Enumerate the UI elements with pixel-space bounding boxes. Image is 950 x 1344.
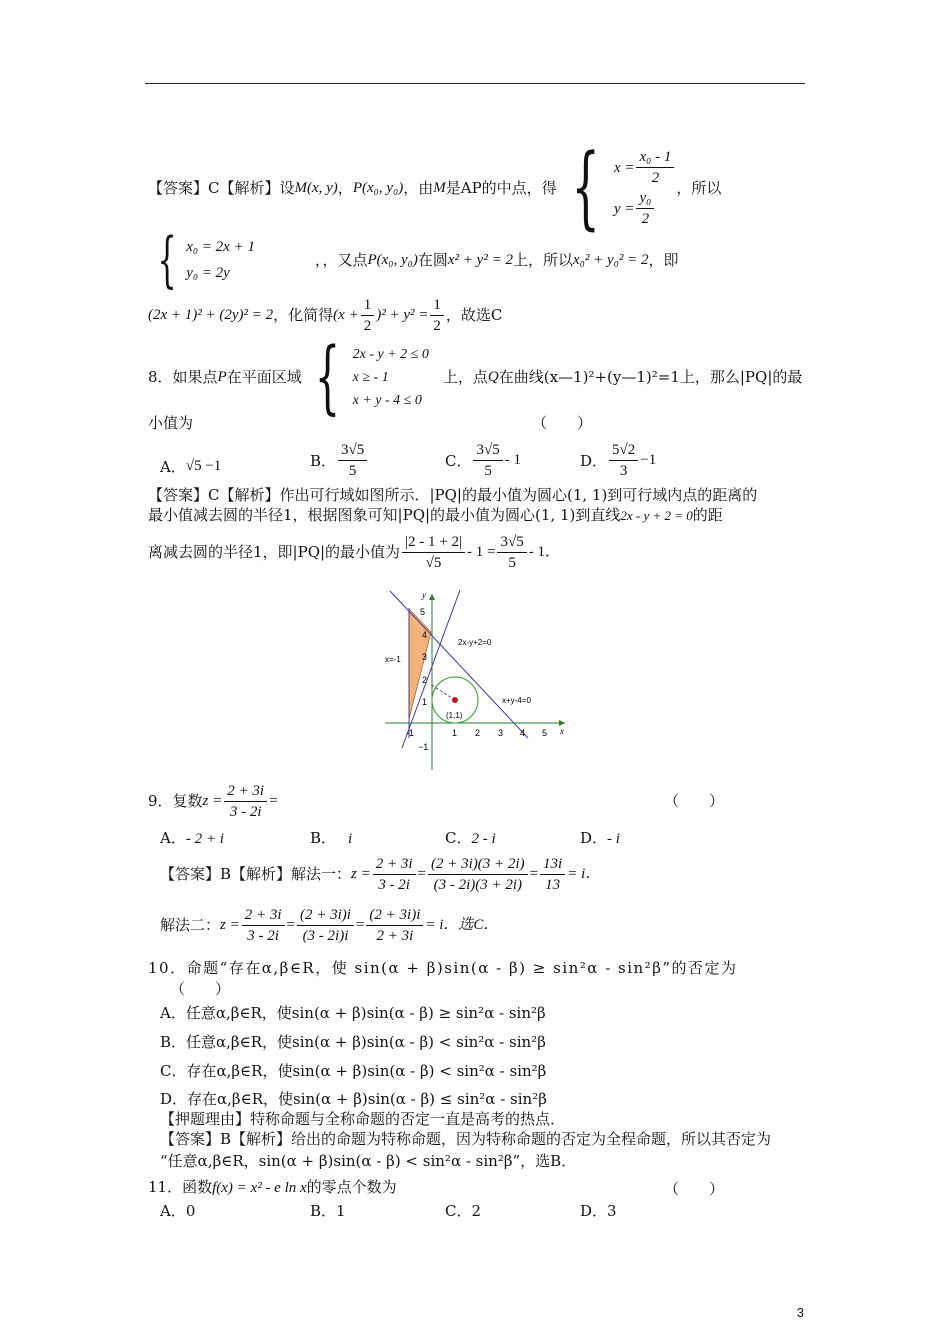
q7-system-2: { x₀ = 2x + 1 y₀ = 2y — [157, 225, 255, 295]
q9-opt-d-label: D． — [580, 829, 608, 847]
q10-blank: （ ） — [170, 980, 231, 998]
q7-sys2-row2: y₀ = 2y — [186, 265, 230, 281]
q9-opt-a-value: - 2 + i — [185, 831, 224, 847]
q7-line2-mid: 在圆 — [417, 251, 448, 269]
q11-stem — [148, 1176, 397, 1199]
q9-stem-end: = — [269, 793, 278, 809]
q9-ans1-f3d: 13 — [545, 876, 561, 893]
q11-option-b: B．1 — [310, 1202, 346, 1220]
q7-line2-text: ，，又点 — [314, 251, 368, 269]
q8-ans-line2a: 最小值减去圆的半径1，根据图象可知|PQ|的最小值为圆心(1, 1)到直线 — [148, 506, 621, 524]
q9-z-eq: z = — [202, 793, 223, 809]
q10-option-d: D．存在α,β∈R，使sin(α + β)sin(α - β) ≤ sin²α - sin²β — [160, 1090, 547, 1108]
q7-line3-frac-den: 2 — [363, 317, 372, 334]
q7-circle-eq2: x₀² + y₀² = 2 — [572, 252, 649, 268]
q9-stem — [148, 778, 278, 824]
q8-opt-c-tail: - 1 — [504, 451, 521, 468]
q7-sys1-row1-den: 2 — [651, 170, 660, 186]
q7-answer-prefix: 【答案】C【解析】设 — [148, 179, 295, 197]
q11-stem-b: 的零点个数为 — [306, 1178, 397, 1196]
x-axis-label: x — [560, 726, 564, 736]
q8-ans-frac-num: |2 - 1 + 2| — [402, 532, 465, 553]
q8-ans-frac2-num: 3√5 — [497, 532, 526, 553]
center-label: (1,1) — [446, 711, 463, 720]
q8-ans-frac-den: √5 — [425, 554, 442, 571]
q9-answer-2: 解法二： z = $\frac{2 + 3i}{3 - 2i}$ = $\frac{(2 + 3i)i}{(3 - 2i)i}$ = $\frac{(2 + 3i)i}{2 + 3i}$ = i．选C． — [160, 906, 499, 944]
q9-ans2-f2d: (3 - 2i)i — [302, 927, 349, 944]
y-axis-label: y — [422, 590, 426, 600]
q8-region-system: { 2x - y + 2 ≤ 0 x ≥ - 1 x + y - 4 ≤ 0 — [314, 330, 429, 423]
q10-option-a: A．任意α,β∈R，使sin(α + β)sin(α - β) ≥ sin²α - sin²β — [160, 1004, 546, 1022]
q9-option-a — [160, 827, 224, 848]
q9-opt-b-value: i — [348, 831, 353, 847]
q7-sys1-row2-num: y₀ — [636, 188, 654, 209]
q8-opt-c-num: 3√5 — [473, 440, 502, 461]
q7-line2-end: ，即 — [648, 251, 679, 269]
q8-ans-line3-mid: - 1 = — [467, 544, 496, 560]
q7-line3-frac-num: 1 — [361, 295, 375, 316]
q9-option-d — [580, 827, 620, 848]
q9-blank: （ ） — [664, 792, 725, 810]
q7-line3-eq-a: (x + — [333, 307, 359, 323]
q9-ans1-f3n: 13i — [540, 854, 565, 875]
q9-ans2-end: = i．选C． — [425, 917, 499, 933]
q9-ans2-f1d: 3 - 2i — [247, 927, 279, 944]
q8-blank: （ ） — [532, 414, 593, 432]
line3-label: x=-1 — [385, 655, 401, 664]
q8-opt-d-num: 5√2 — [609, 440, 638, 461]
q9-frac-num: 2 + 3i — [224, 781, 267, 802]
q8-sys-row2: x ≥ - 1 — [352, 369, 389, 385]
q9-ans2-prefix: 解法二： — [160, 916, 221, 934]
q7-text-end: ，所以 — [676, 179, 722, 197]
q9-option-b — [310, 827, 352, 848]
q8-opt-b-label: B． — [310, 451, 337, 470]
q9-opt-c-value: 2 - i — [471, 831, 496, 847]
q8-ans-line2-eq: 2x - y + 2 = 0 — [620, 508, 693, 523]
q8-answer-line1: 【答案】C【解析】作出可行域如图所示．|PQ|的最小值为圆心(1, 1)到可行域内点的距离的 — [148, 486, 758, 504]
q10-option-c: C．存在α,β∈R，使sin(α + β)sin(α - β) < sin²α - sin²β — [160, 1062, 547, 1080]
q7-system-1: { x = $\frac{\text{x₀ - 1}}{2}$ y = $\frac{\text{y₀}}{2}$ — [557, 143, 677, 233]
q8-option-a — [160, 446, 221, 486]
y-tick-4: 4 — [422, 630, 428, 640]
line1-label: 2x-y+2=0 — [458, 638, 492, 647]
q9-opt-c-label: C． — [445, 829, 472, 847]
line2-label: x+y-4=0 — [502, 696, 531, 705]
q11-blank: （ ） — [664, 1180, 725, 1198]
q10-answer-line1: 【答案】B【解析】给出的命题为特称命题，因为特称命题的否定为全程命题，所以其否定为 — [160, 1130, 772, 1148]
y-axis-arrow — [429, 594, 435, 600]
q9-stem-a: 9．复数 — [148, 792, 203, 810]
q11-stem-a: 11．函数 — [148, 1178, 213, 1196]
q8-stem-a: 8．如果点 — [148, 368, 218, 386]
q9-ans2-f3d: 2 + 3i — [376, 927, 414, 944]
q7-line3-mid: ，化简得 — [273, 306, 334, 324]
q7-sys1-row1-lhs: x = — [613, 159, 635, 176]
q7-line3-lhs: (2x + 1)² + (2y)² = 2 — [148, 307, 274, 323]
q7-sys1-row2-lhs: y = — [613, 200, 635, 217]
q9-ans1-f1d: 3 - 2i — [378, 876, 410, 893]
q8-ans-line3-end: - 1． — [528, 544, 560, 560]
q8-opt-c-den: 5 — [484, 462, 492, 479]
x-tick-1: 1 — [452, 728, 458, 738]
x-tick-3: 3 — [498, 728, 504, 738]
q8-sys-row1: 2x - y + 2 ≤ 0 — [352, 346, 429, 362]
q9-ans1-z: z = — [351, 866, 371, 882]
q9-ans2-f1n: 2 + 3i — [242, 905, 285, 926]
q11-option-a: A．0 — [160, 1202, 196, 1220]
y-tick-5: 5 — [420, 607, 426, 617]
q8-opt-a-value: √5 −1 — [185, 457, 222, 474]
q9-ans1-f2d: (3 - 2i)(3 + 2i) — [433, 876, 523, 893]
q9-opt-d-value: - i — [607, 831, 620, 847]
q7-line3-frac2-den: 2 — [433, 317, 441, 334]
q7-point-p: P(x₀, y₀) — [352, 180, 404, 196]
q7-sys2-row1: x₀ = 2x + 1 — [186, 239, 255, 255]
q8-opt-b-num: 3√5 — [338, 440, 367, 461]
q7-text-mid2: 是AP的中点，得 — [445, 179, 557, 197]
x-tick-4: 4 — [520, 728, 526, 738]
q7-line2-p: P(x₀, y₀) — [367, 252, 418, 268]
q9-ans2-z: z = — [220, 917, 240, 933]
q7-sys1-row2-den: 2 — [641, 211, 650, 227]
header-rule — [145, 83, 805, 84]
q11-func: f(x) = x² - e ln x — [212, 1180, 307, 1196]
q8-opt-b-den: 5 — [348, 462, 357, 479]
q7-line3-eq-b: )² + y² = — [376, 307, 429, 323]
q7-line3-end: ，故选C — [445, 306, 503, 324]
q10-stem: 10．命题“存在α,β∈R，使 sin(α + β)sin(α - β) ≥ sin²α - sin²β”的否定为 — [148, 959, 738, 977]
q9-ans1-f1n: 2 + 3i — [373, 854, 416, 875]
q7-answer-line1: 【答案】C【解析】设 M(x, y) ， P(x₀, y₀) ，由 M 是AP的中点，得 { x = $\frac{\text{x₀ - 1}}{2}$ y = $\frac{\text{y₀}}{2}$ ，所以 — [148, 135, 722, 240]
q7-text-mid: ，由 — [403, 179, 434, 197]
q10-answer-line2: “任意α,β∈R，sin(α + β)sin(α - β) < sin²α - sin²β”，选B． — [160, 1152, 577, 1170]
q9-frac-den: 3 - 2i — [229, 803, 262, 820]
q9-option-c — [445, 827, 496, 848]
q8-opt-a-label: A． — [160, 457, 186, 476]
y-tick-neg1: −1 — [418, 742, 429, 752]
q9-ans2-f3n: (2 + 3i)i — [366, 905, 423, 926]
feasible-region-figure — [380, 588, 575, 773]
x-tick-neg1: -1 — [406, 728, 415, 738]
y-tick-2: 2 — [422, 675, 428, 685]
x-tick-2: 2 — [475, 728, 481, 738]
q8-option-d — [580, 434, 656, 486]
q9-opt-a-label: A． — [160, 829, 186, 847]
q7-m-word: M — [433, 180, 446, 196]
q7-answer-line2 — [148, 225, 679, 295]
q9-ans1-prefix: 【答案】B【解析】解法一： — [160, 865, 352, 883]
y-tick-3: 3 — [422, 652, 428, 662]
q8-opt-d-den: 3 — [619, 462, 628, 479]
q11-option-c: C．2 — [445, 1202, 482, 1220]
q8-option-b — [310, 434, 369, 486]
q8-ans-line2b: 的距 — [692, 506, 723, 524]
x-tick-5: 5 — [542, 728, 548, 738]
q7-circle-eq: x² + y² = 2 — [447, 252, 513, 268]
q8-point-p: P — [217, 369, 227, 385]
q9-opt-b-label: B． — [310, 829, 337, 847]
q9-ans1-f2n: (2 + 3i)(3 + 2i) — [428, 854, 528, 875]
q8-sys-row3: x + y - 4 ≤ 0 — [352, 392, 422, 408]
q8-opt-d-tail: −1 — [640, 451, 657, 468]
q9-ans2-f2n: (2 + 3i)i — [297, 905, 354, 926]
q7-point-m: M(x, y) — [294, 180, 338, 196]
q8-point-q: Q — [487, 369, 499, 385]
q10-reason: 【押题理由】特称命题与全称命题的否定一直是高考的热点． — [160, 1110, 566, 1128]
q8-stem-c: 上，点 — [442, 368, 488, 386]
q8-ans-frac2-den: 5 — [508, 554, 516, 571]
q8-stem-d: 在曲线(x—1)²+(y—1)²=1上，那么|PQ|的最 — [498, 368, 803, 386]
page-number: 3 — [796, 1305, 804, 1320]
q8-opt-d-label: D． — [580, 451, 608, 470]
q10-option-b: B．任意α,β∈R，使sin(α + β)sin(α - β) < sin²α - sin²β — [160, 1033, 546, 1051]
q8-stem-line2 — [148, 412, 193, 434]
q7-line3-frac2-num: 1 — [430, 295, 444, 316]
q11-option-d: D．3 — [580, 1202, 617, 1220]
q8-answer-line3 — [148, 524, 560, 580]
q7-sys1-row1-num: x₀ - 1 — [636, 147, 674, 168]
q8-option-c — [445, 434, 521, 486]
q9-ans1-end: = i． — [567, 866, 601, 882]
q8-stem-b: 在平面区域 — [226, 368, 302, 386]
feasible-region — [409, 609, 431, 719]
q8-opt-c-label: C． — [445, 451, 472, 470]
q7-line2-mid2: 上，所以 — [512, 251, 573, 269]
y-tick-1: 1 — [422, 697, 428, 707]
q9-answer-1: 【答案】B【解析】解法一： z = $\frac{2 + 3i}{3 - 2i}$ = $\frac{(2 + 3i)(3 + 2i)}{(3 - 2i)(3 + 2i)}$ = $\frac{13i}{13}$ = i． — [160, 855, 601, 893]
q8-stem-e: 小值为 — [148, 414, 194, 432]
q8-ans-line3a: 离减去圆的半径1，即|PQ|的最小值为 — [148, 543, 401, 561]
